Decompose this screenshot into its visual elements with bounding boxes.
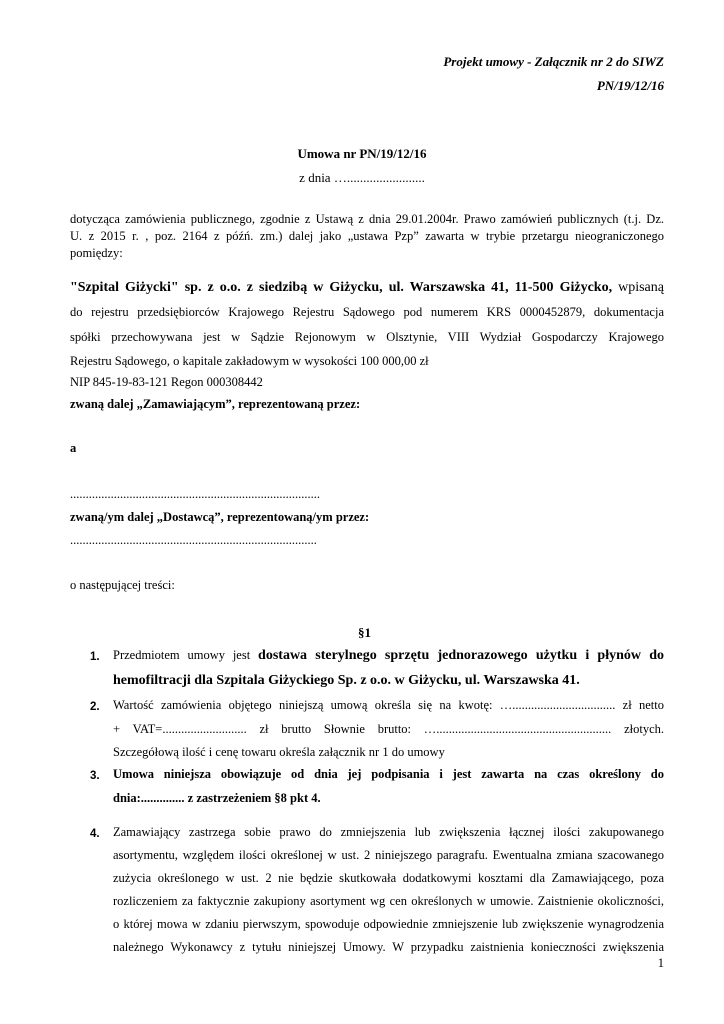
item-4-line-1: Zamawiający zastrzega sobie prawo do zmniejszenia lub zwiększenia łącznej ilości zakupowanego xyxy=(113,825,664,839)
section-1-heading: §1 xyxy=(358,625,371,640)
intro-line-2: U. z 2015 r. , poz. 2164 z późń. zm.) dalej jako „ustawa Pzp” zawarta w trybie przetargu nieograniczonego xyxy=(70,229,664,243)
party1-represented: zwaną dalej „Zamawiającym”, reprezentowaną przez: xyxy=(70,397,361,411)
party1-name xyxy=(70,280,664,296)
page-number: 1 xyxy=(657,956,664,970)
item-4-line-4: rozliczeniem za faktycznie zakupiony asortyment wg cen określonych w umowie. Zaistnienie okoliczności, xyxy=(113,894,664,908)
party1-name-bold: "Szpital Giżycki" sp. z o.o. z siedzibą w Giżycku, ul. Warszawska 41, 11-500 Giżycko, xyxy=(70,280,613,295)
party2-dots-1: ................................................................................ xyxy=(70,487,320,501)
item-2-line-2: + VAT=........................... zł brutto Słownie brutto: …........................................................ złotych. xyxy=(113,722,664,736)
item-1-line-2: hemofiltracji dla Szpitala Giżyckiego Sp. z o.o. w Giżycku, ul. Warszawska 41. xyxy=(113,673,580,688)
item-4-line-2: asortymentu, względem ilości określonej w ust. 2 niniejszego paragrafu. Ewentualna zmiana szacowanego xyxy=(113,848,664,862)
item-2-number: 2. xyxy=(90,701,100,713)
header-line-1: Projekt umowy - Załącznik nr 2 do SIWZ xyxy=(443,54,664,69)
item-2-line-1: Wartość zamówienia objętego niniejszą umową określa się na kwotę: …................................. zł netto xyxy=(113,698,664,712)
content-intro: o następującej treści: xyxy=(70,578,175,592)
party1-line-4: Rejestru Sądowego, o kapitale zakładowym w wysokości 100 000,00 zł xyxy=(70,354,429,368)
item-3-number: 3. xyxy=(90,770,100,782)
conjunction-a: a xyxy=(70,441,77,455)
item-2-line-3: Szczegółową ilość i cenę towaru określa załącznik nr 1 do umowy xyxy=(113,745,445,759)
header-line-2: PN/19/12/16 xyxy=(596,78,664,93)
item-1-number: 1. xyxy=(90,651,100,663)
party2-represented: zwaną/ym dalej „Dostawcą”, reprezentowaną/ym przez: xyxy=(70,510,370,524)
item-3-line-1: Umowa niniejsza obowiązuje od dnia jej podpisania i jest zawarta na czas określony do xyxy=(113,767,664,781)
intro-line-1: dotycząca zamówienia publicznego, zgodnie z Ustawą z dnia 29.01.2004r. Prawo zamówień publicznych (t.j. Dz. xyxy=(70,212,664,226)
party1-nip-regon: NIP 845-19-83-121 Regon 000308442 xyxy=(70,375,263,389)
item-1-bold: dostawa sterylnego sprzętu jednorazowego użytku i płynów do xyxy=(258,648,664,663)
item-4-line-5: o której mowa w zdaniu pierwszym, spowoduje odpowiednie zmniejszenie lub zwiększenie wynagrodzenia xyxy=(113,917,664,931)
item-4-line-3: zużycia określonego w ust. 2 nie będzie skutkowała dodatkowymi kosztami dla Zamawiającego, poza xyxy=(113,871,664,885)
party1-name-tail: wpisaną xyxy=(618,280,664,295)
contract-date: z dnia …........................ xyxy=(299,170,425,185)
item-4-number: 4. xyxy=(90,828,100,840)
intro-line-3: pomiędzy: xyxy=(70,246,123,260)
item-4-line-6: należnego Wykonawcy z tytułu niniejszej Umowy. W przypadku zaistnienia konieczności zwiększenia xyxy=(113,940,664,954)
item-1-line-1 xyxy=(113,648,664,664)
party1-line-2: do rejestru przedsiębiorców Krajowego Rejestru Sądowego pod numerem KRS 0000452879, dokumentacja xyxy=(70,305,664,319)
item-1-normal: Przedmiotem umowy jest xyxy=(113,648,251,662)
contract-title: Umowa nr PN/19/12/16 xyxy=(297,146,427,161)
item-3-line-2: dnia:.............. z zastrzeżeniem §8 pkt 4. xyxy=(113,791,321,805)
party1-line-3: spółki przechowywana jest w Sądzie Rejonowym w Olsztynie, VIII Wydział Gospodarczy Krajowego xyxy=(70,330,664,344)
party2-dots-2: ............................................................................... xyxy=(70,533,317,547)
